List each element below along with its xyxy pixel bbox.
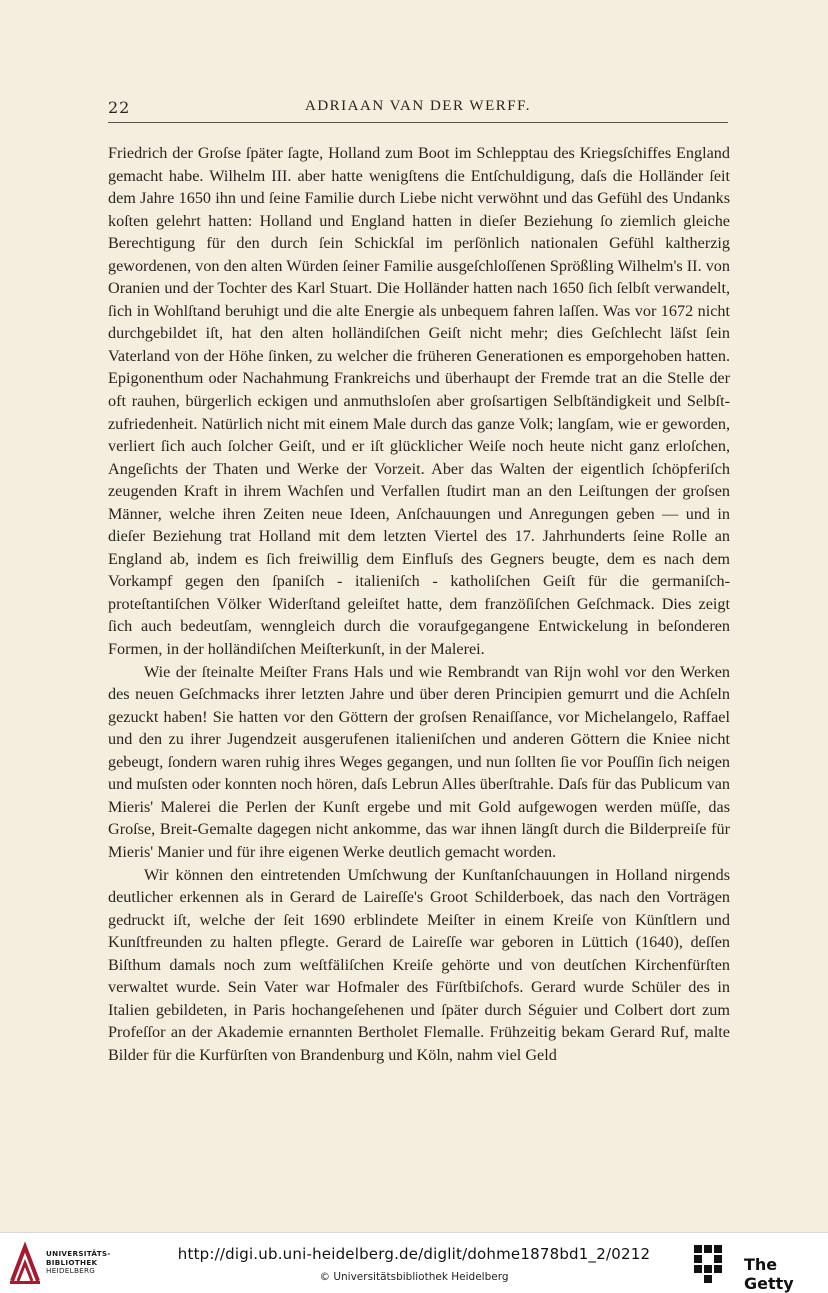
paragraph-1: Friedrich der Groſse ſpäter ſagte, Holland zum Boot im Schlepptau des Kriegsſchiffes England gemacht habe. Wilhelm III. aber hatte wenigſtens die Entſchuldigung, daſs die Holländer ſeit dem Jahre 1650 ihn und ſeine Familie durch Liebe nicht verwöhnt und das Gefühl des Undanks koſten gelehrt hatten: Holland und England hatten in dieſer Beziehung ſo ziemlich gleiche Berechtigung für den durch ſein Schickſal im perſönlich nationalen Gefühl kaltherzig gewordenen, von den alten Würden ſeiner Familie ausgeſchloſſenen Sprößling Wilhelm's II. von Oranien und der Tochter des Karl Stuart. Die Holländer hatten nach 1650 ſich ſelbſt verwandelt, ſich in Wohlſtand beruhigt und die alte Energie als unbequem fahren laſſen. Was vor 1672 nicht durchgebildet iſt, hat den alten holländiſchen Geiſt nicht mehr; dies Geſchlecht läſst ſein Vaterland von der Höhe ſinken, zu welcher die früheren Generationen es emporgehoben hatten. Epigonenthum oder Nachahmung Frankreichs und überhaupt der Fremde trat an die Stelle der oft rauhen, bürgerlich eckigen und anmuthsloſen aber groſsartigen Selbſtändigkeit und Selbſtzufriedenheit. Natürlich nicht mit einem Male durch das ganze Volk; langſam, wie er geworden, verliert ſich auch ſolcher Geiſt, und er iſt glücklicher Weiſe noch heute nicht ganz erloſchen, Angeſichts der Thaten und Werke der Vorzeit. Aber das Walten der eigentlich ſchöpferiſch zeugenden Kraft in ihrem Wachſen und Verfallen ſtudirt man an den Leiſtungen der groſsen Männer, welche ihren Zeiten neue Ideen, Anſchauungen und Anregungen geben — und in dieſer Beziehung trat Holland mit dem letzten Viertel des 17. Jahrhunderts ſeine Rolle an England ab, indem es ſich freiwillig dem Einfluſs des Gegners beugte, dem es nach dem Vorkampf gegen den ſpaniſch - italieniſch - katholiſchen Geiſt für die germaniſch-proteſtantiſchen Völker Widerſtand geleiſtet hatte, dem franzöſiſchen Geſchmack. Dies zeigt ſich auch bedeutſam, wenngleich durch die voraufgegangene Entwickelung in beſonderen Formen, in der holländiſchen Meiſterkunſt, in der Malerei. (108, 144, 730, 659)
body-text (108, 142, 730, 1066)
copyright-notice: © Universitätsbibliothek Heidelberg (319, 1271, 509, 1283)
library-name-line-1: UNIVERSITÄTS- (46, 1249, 111, 1258)
getty-logo-icon (690, 1241, 730, 1285)
library-name-line-3: HEIDELBERG (46, 1266, 96, 1276)
getty-logo[interactable] (690, 1241, 822, 1293)
page-number: 22 (108, 98, 131, 117)
library-name-line-2: BIBLIOTHEK (46, 1257, 98, 1267)
header-rule (108, 122, 728, 123)
paragraph-2: Wie der ſteinalte Meiſter Frans Hals und wie Rembrandt van Rijn wohl vor den Werken des neuen Geſchmacks ihrer letzten Jahre und über deren Principien gemurrt und die Achſeln gezuckt haben! Sie hatten vor den Göttern der groſsen Renaiſſance, vor Michelangelo, Raffael und den zu ihrer Jugendzeit ausgerufenen italieniſchen und anderen Göttern die Kniee nicht gebeugt, ſondern waren ruhig ihres Weges gegangen, und nun ſollten ſie vor Pouſſin ſich neigen und muſsten oder konnten noch hören, daſs Lebrun Alles überſtrahle. Daſs für das Publicum van Mieris' Malerei die Perlen der Kunſt ergebe und mit Gold aufgewogen werden müſſe, das Groſse, Breit-Gemalte dagegen nicht ankomme, das war ihnen längſt durch die Bilderpreiſe für Mieris' Manier und für ihre eigenen Werke deutlich gemacht worden. (108, 662, 730, 861)
page-header (108, 96, 728, 124)
paragraph-3: Wir können den eintretenden Umſchwung der Kunſtanſchauungen in Holland nirgends deutlicher erkennen als in Gerard de Laireſſe's Groot Schilderboek, das nach den Vorträgen gedruckt iſt, welche der ſeit 1690 erblindete Meiſter in einem Kreiſe von Künſtlern und Kunſtfreunden zu halten pflegte. Gerard de Laireſſe war geboren in Lüttich (1640), deſſen Biſthum damals noch zum weſtfäliſchen Kreiſe gehörte und von deutſchen Kirchenfürſten verwaltet wurde. Sein Vater war Hofmaler des Fürſtbiſchofs. Gerard wurde Schüler des in Italien gebildeten, in Paris hochangeſehenen und ſpäter durch Séguier und Colbert dort zum Profeſſor an der Akademie ernannten Bertholet Flemalle. Frühzeitig bekam Gerard Ruf, malte Bilder für die Kurfürſten von Brandenburg und Köln, nahm viel Geld (108, 865, 730, 1064)
running-title: ADRIAAN VAN DER WERFF. (305, 98, 531, 114)
viewer-footer (0, 1232, 828, 1293)
getty-name: The Getty (744, 1255, 794, 1293)
permalink-url[interactable]: http://digi.ub.uni-heidelberg.de/diglit/dohme1878bd1_2/0212 (177, 1245, 651, 1263)
